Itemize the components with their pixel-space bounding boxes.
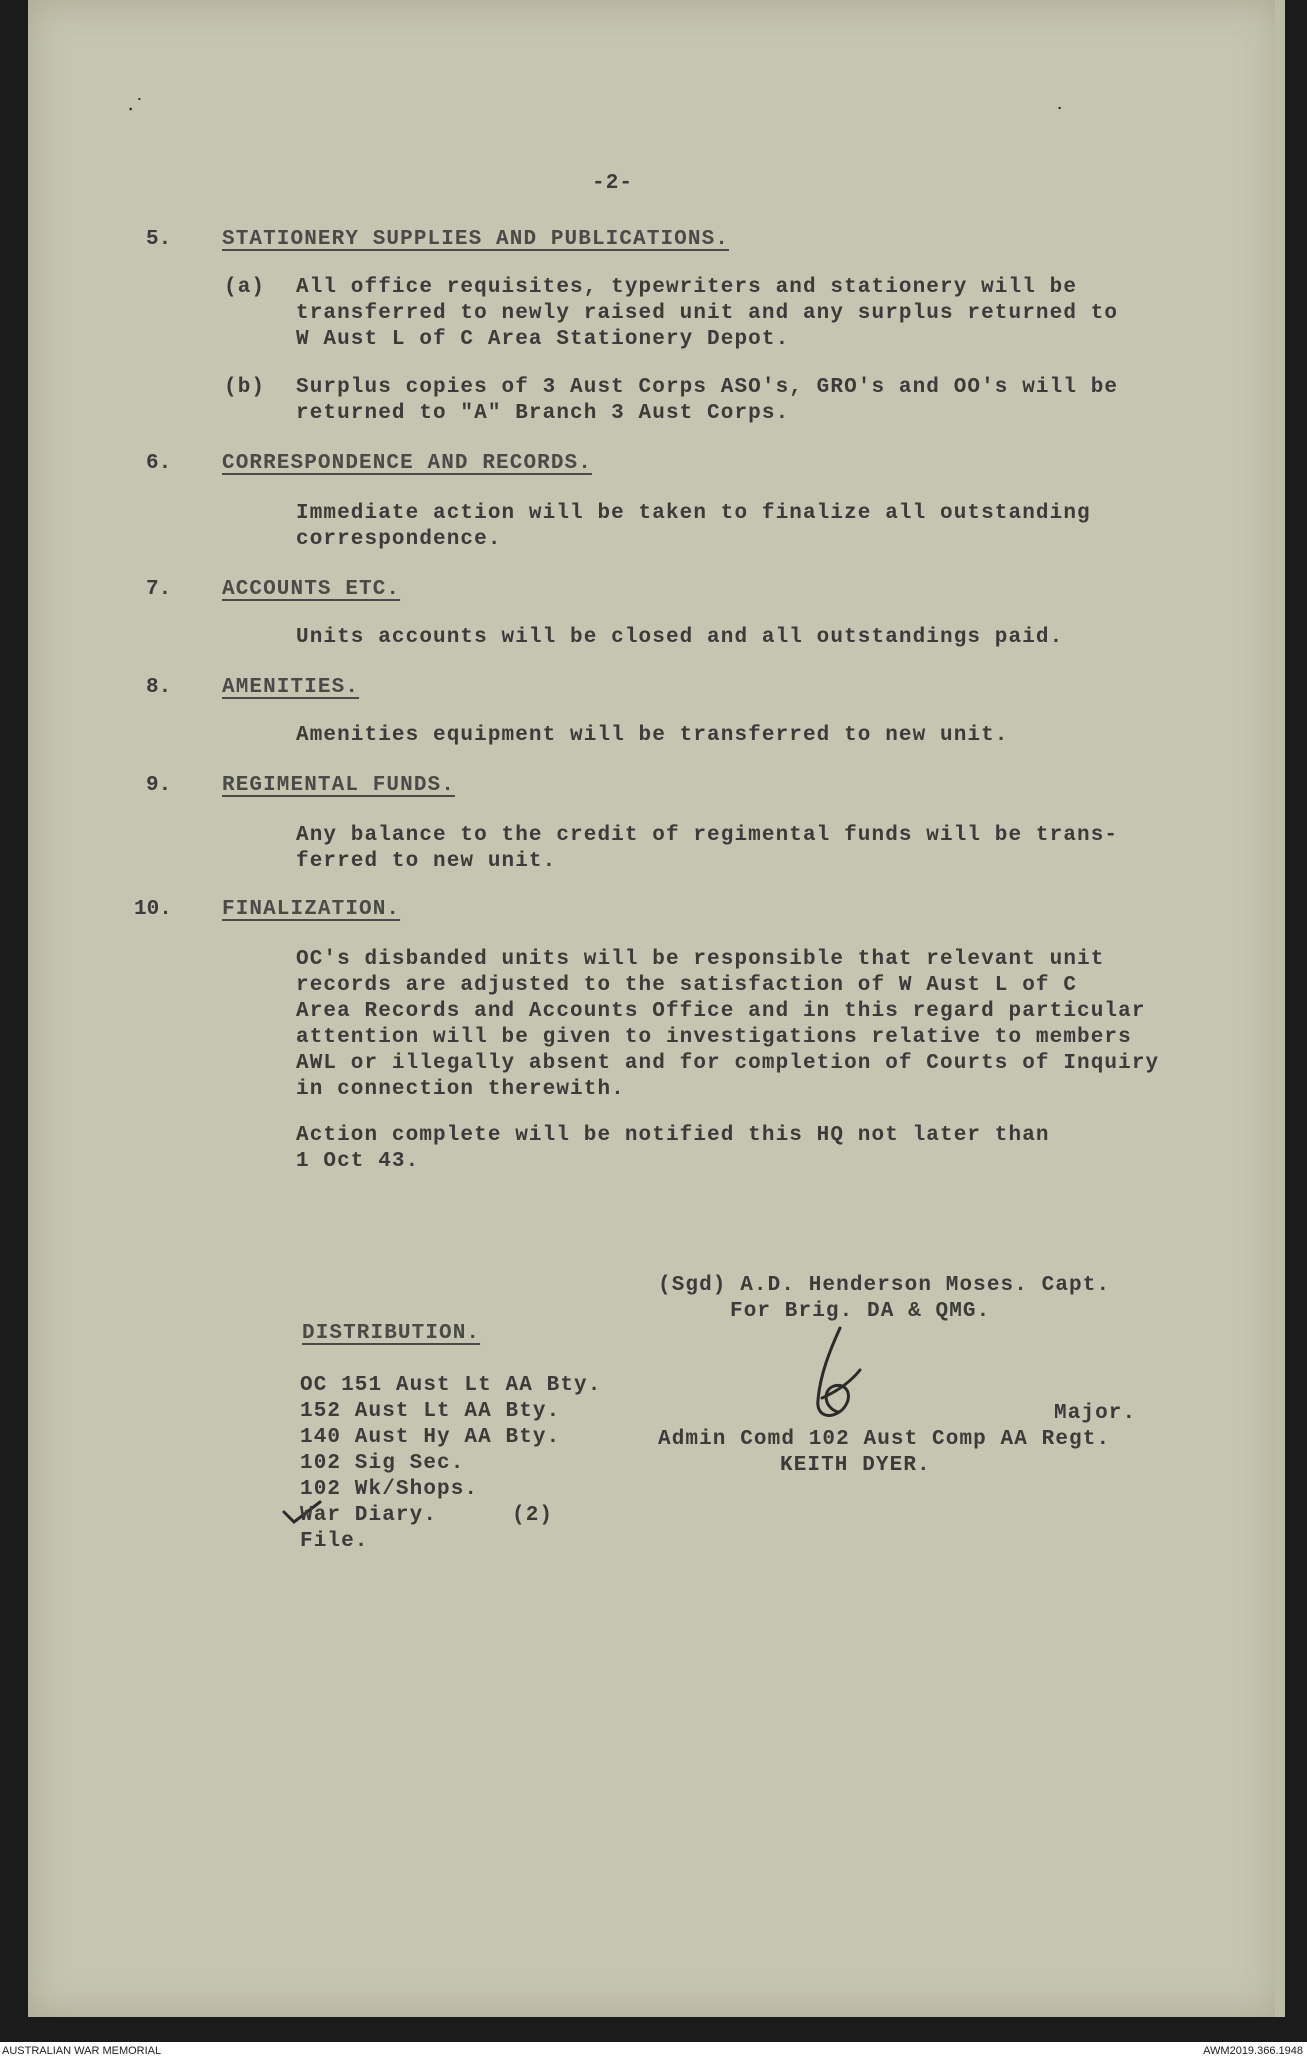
page-number: -2- [592,172,634,195]
section-number: 7. [146,578,172,601]
signature-line: For Brig. DA & QMG. [730,1300,991,1323]
archive-footer [0,2042,1307,2061]
distribution-item: File. [300,1530,369,1553]
section-heading: REGIMENTAL FUNDS. [222,774,455,797]
body-line: Surplus copies of 3 Aust Corps ASO's, GRO's and OO's will be [296,376,1119,399]
body-line: OC's disbanded units will be responsible that relevant unit [296,948,1105,971]
footer-institution: AUSTRALIAN WAR MEMORIAL [2,2045,162,2057]
body-line: Action complete will be notified this HQ not later than [296,1124,1050,1147]
section-heading: ACCOUNTS ETC. [222,578,401,601]
section-heading: CORRESPONDENCE AND RECORDS. [222,452,592,475]
section-number: 8. [146,676,172,699]
section-number: 5. [146,228,172,251]
body-line: correspondence. [296,528,502,551]
body-line: transferred to newly raised unit and any surplus returned to [296,302,1119,325]
section-heading: STATIONERY SUPPLIES AND PUBLICATIONS. [222,228,729,251]
body-line: W Aust L of C Area Stationery Depot. [296,328,790,351]
body-line: in connection therewith. [296,1078,625,1101]
body-line: Immediate action will be taken to finalize all outstanding [296,502,1091,525]
distribution-item: 102 Sig Sec. [300,1452,465,1475]
body-line: AWL or illegally absent and for completion of Courts of Inquiry [296,1052,1160,1075]
body-line: returned to "A" Branch 3 Aust Corps. [296,402,790,425]
signature-line: (Sgd) A.D. Henderson Moses. Capt. [658,1274,1111,1297]
body-line: Amenities equipment will be transferred to new unit. [296,724,1009,747]
signature-line: Admin Comd 102 Aust Comp AA Regt. [658,1428,1111,1451]
section-number: 10. [134,898,172,921]
body-line: Units accounts will be closed and all outstandings paid. [296,626,1064,649]
distribution-item: 152 Aust Lt AA Bty. [300,1400,561,1423]
subsection-label: (b) [224,376,266,399]
distribution-item: OC 151 Aust Lt AA Bty. [300,1374,602,1397]
body-line: Area Records and Accounts Office and in this regard particular [296,1000,1146,1023]
distribution-item: 102 Wk/Shops. [300,1478,479,1501]
ink-speck: ⸳˙ [128,97,146,120]
body-line: attention will be given to investigations relative to members [296,1026,1132,1049]
handwritten-signature [800,1320,870,1430]
distribution-item: 140 Aust Hy AA Bty. [300,1426,561,1449]
body-line: records are adjusted to the satisfaction of W Aust L of C [296,974,1078,997]
section-heading: AMENITIES. [222,676,360,699]
page-edge [1275,0,1285,2017]
footer-accession-number: AWM2019.366.1948 [1203,2045,1303,2057]
subsection-label: (a) [224,276,266,299]
distribution-copies: (2) [512,1504,554,1527]
body-line: 1 Oct 43. [296,1150,420,1173]
ink-speck: ˙ [1053,105,1067,130]
body-line: Any balance to the credit of regimental funds will be trans- [296,824,1119,847]
body-line: All office requisites, typewriters and stationery will be [296,276,1078,299]
section-number: 6. [146,452,172,475]
body-line: ferred to new unit. [296,850,557,873]
distribution-item: War Diary. [300,1504,438,1527]
distribution-heading: DISTRIBUTION. [302,1322,481,1345]
signature-rank: Major. [1054,1402,1137,1425]
section-heading: FINALIZATION. [222,898,401,921]
signatory-name: KEITH DYER. [780,1454,931,1477]
section-number: 9. [146,774,172,797]
